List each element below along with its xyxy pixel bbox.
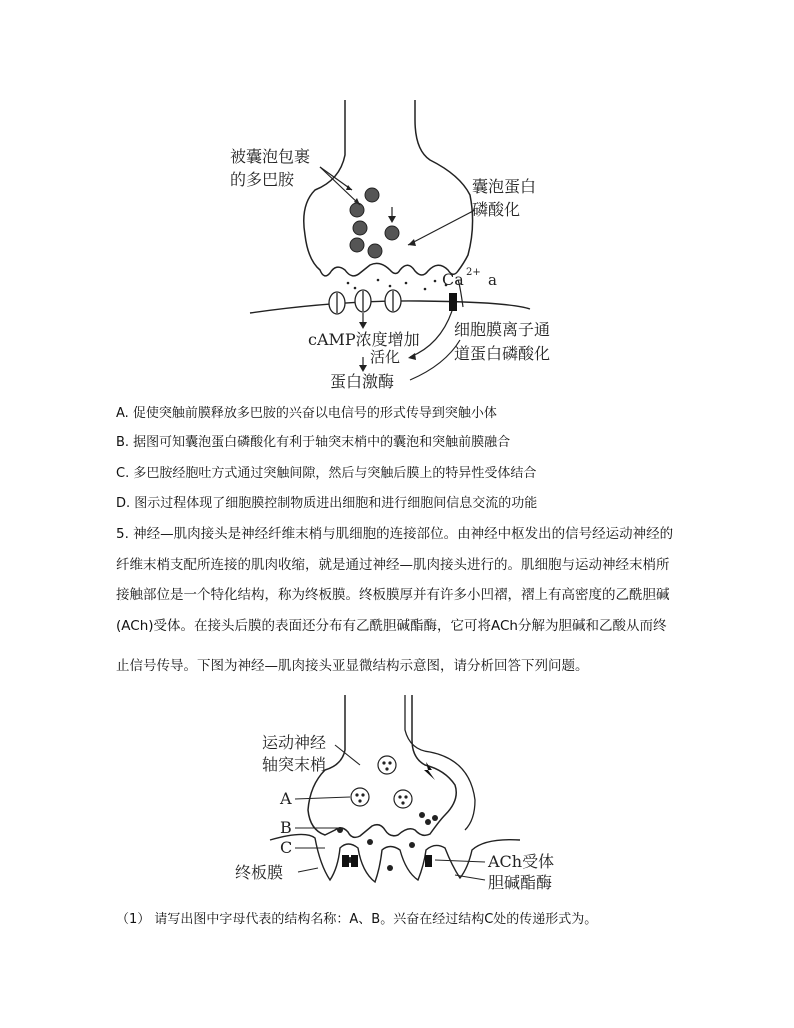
synapse-dopamine-diagram xyxy=(220,95,600,395)
nerve-fiber-inner xyxy=(405,695,475,830)
option-a: A. 促使突触前膜释放多巴胺的兴奋以电信号的形式传导到突触小体 xyxy=(116,406,497,421)
ca-label: Ca xyxy=(442,270,464,289)
channel-label: 道蛋白磷酸化 xyxy=(454,344,551,363)
ach-receptor-label: ACh受体 xyxy=(488,852,555,871)
camp-label: cAMP浓度增加 xyxy=(308,330,420,349)
vesicle xyxy=(394,790,412,808)
dopamine-label: 的多巴胺 xyxy=(230,170,295,189)
label-c: C xyxy=(280,838,293,857)
label-a: A xyxy=(280,789,292,808)
ca-superscript: 2+ xyxy=(466,267,481,278)
neuromuscular-junction-diagram xyxy=(230,690,570,900)
ach-receptor xyxy=(425,855,432,867)
vesicle-dots xyxy=(337,761,438,871)
ach-receptors xyxy=(342,855,432,867)
dopamine-label: 被囊泡包裹 xyxy=(230,147,311,166)
label-b: B xyxy=(280,818,292,837)
vesicle-protein-label: 囊泡蛋白 xyxy=(472,177,537,196)
vesicles xyxy=(350,188,399,258)
vesicle-protein-label: 磷酸化 xyxy=(472,200,521,219)
ach-receptor xyxy=(351,855,358,867)
receptors xyxy=(329,290,401,314)
ache-label: 胆碱酯酶 xyxy=(488,873,553,892)
endplate-label: 终板膜 xyxy=(235,863,284,882)
option-b: B. 据图可知囊泡蛋白磷酸化有利于轴突末梢中的囊泡和突触前膜融合 xyxy=(116,435,511,450)
vesicle xyxy=(350,238,364,252)
option-d: D. 图示过程体现了细胞膜控制物质进出细胞和进行细胞间信息交流的功能 xyxy=(116,496,538,511)
vesicle xyxy=(378,756,396,774)
vesicle xyxy=(365,188,379,202)
question5-line: 止信号传导。下图为神经—肌肉接头亚显微结构示意图，请分析回答下列问题。 xyxy=(116,658,589,674)
vesicle xyxy=(351,788,369,806)
question5-line: 接触部位是一个特化结构，称为终板膜。终板膜厚并有许多小凹褶，褶上有高密度的乙酰胆碱 xyxy=(116,587,670,603)
kinase-label: 蛋白激酶 xyxy=(330,372,395,391)
ach-receptor xyxy=(342,855,349,867)
vesicle xyxy=(385,226,399,240)
a-label: a xyxy=(488,271,497,289)
terminal-label: 运动神经 xyxy=(262,733,327,752)
vesicle xyxy=(353,221,367,235)
channel-label: 细胞膜离子通 xyxy=(454,320,551,339)
activate-label: 活化 xyxy=(370,348,401,366)
dopamine-dots xyxy=(347,279,448,291)
ion-channel xyxy=(449,293,457,311)
vesicle xyxy=(350,203,364,217)
endplate-membrane xyxy=(270,834,520,882)
question5-line: (ACh)受体。在接头后膜的表面还分布有乙酰胆碱酯酶，它可将ACh分解为胆碱和乙酸从而终 xyxy=(116,618,667,634)
terminal-label: 轴突末梢 xyxy=(262,755,327,774)
question5-line: 5. 神经—肌肉接头是神经纤维末梢与肌细胞的连接部位。由神经中枢发出的信号经运动神经的 xyxy=(116,526,674,542)
option-c: C. 多巴胺经胞吐方式通过突触间隙，然后与突触后膜上的特异性受体结合 xyxy=(116,466,537,481)
axon-terminal-membrane xyxy=(304,100,473,276)
question5-line: 纤维末梢支配所连接的肌肉收缩，就是通过神经—肌肉接头进行的。肌细胞与运动神经末梢所 xyxy=(116,557,670,573)
subquestion-1: （1） 请写出图中字母代表的结构名称：A、B。兴奋在经过结构C处的传递形式为。 xyxy=(116,912,598,927)
vesicle xyxy=(368,244,382,258)
